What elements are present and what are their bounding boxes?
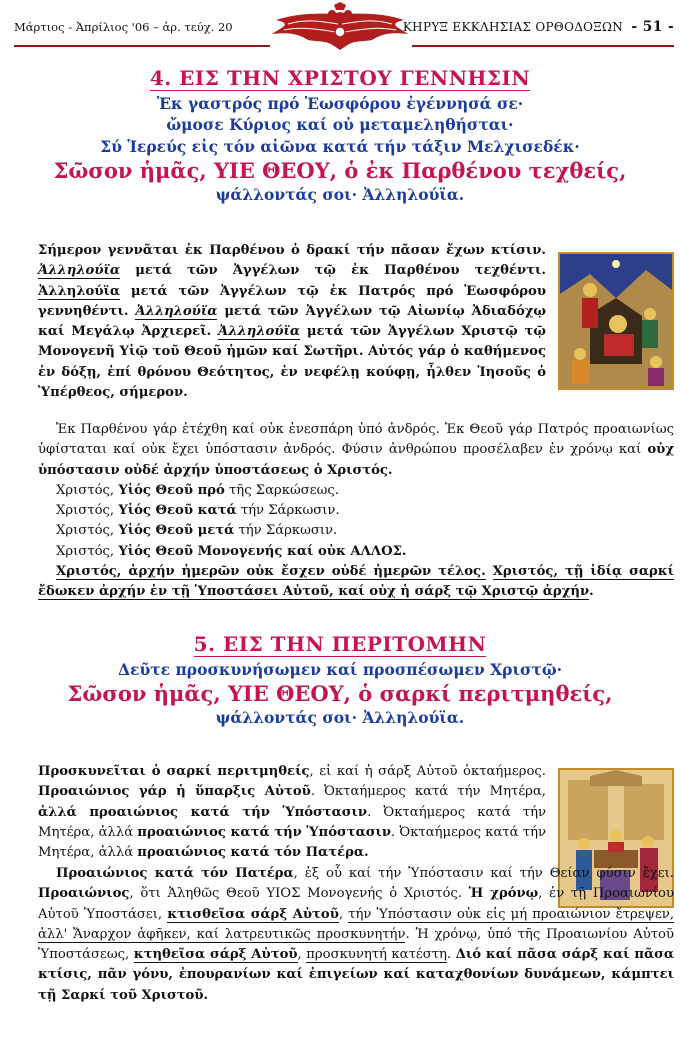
issue-info: Μάρτιος - Ἀπρίλιος '06 – ἀρ. τεύχ. 20 — [14, 20, 233, 34]
hymn-line: Ἐκ γαστρός πρό Ἑωσφόρου ἐγέννησά σε· — [156, 94, 524, 113]
hymn-line: ψάλλοντάς σοι· Ἀλληλούϊα. — [215, 185, 465, 205]
hymn-line: Σύ Ἱερεύς εἰς τόν αἰῶνα κατά τήν τάξιν Μελχισεδέκ· — [100, 136, 580, 156]
list-item: Χριστός, Υἱός Θεοῦ μετά τήν Σάρκωσιν. — [56, 523, 338, 539]
section-5-paragraph-1: Προσκυνεῖται ὁ σαρκί περιτμηθείς, εἰ καί ἡ σάρξ Αὐτοῦ ὀκταήμερος. Προαιώνιος γάρ ἡ ὕπαρξις Αὐτοῦ. Ὀκταήμερος κατά τήν Μητέρα, ἀλλά προαιώνιος κατά τήν Ὑπόστασιν. Ὀκταήμερος κατά τήν Μητέρα, ἀλλά προαιώνιος κατά τήν Ὑπόστασιν. Ὀκταήμερος κατά τήν Μητέρα, ἀλλά προαιώνιος κατά τόν Πατέρα. — [38, 764, 547, 861]
double-headed-eagle-icon — [268, 2, 412, 52]
section-4-hymn — [0, 93, 680, 206]
hymn-refrain: Σῶσον ἡμᾶς, ΥΙΕ ΘΕΟΥ, ὁ σαρκί περιτμηθείς, — [67, 681, 613, 707]
list-item: Χριστός, Υἱός Θεοῦ Μονογενής καί οὐκ ΑΛΛΟΣ. — [56, 543, 407, 559]
hymn-refrain: Σῶσον ἡμᾶς, ΥΙΕ ΘΕΟΥ, ὁ ἐκ Παρθένου τεχθείς, — [53, 158, 627, 184]
section-5-paragraph-2: Προαιώνιος κατά τόν Πατέρα, ἐξ οὗ καί τήν Ὑπόστασιν καί τήν Θείαν φύσιν ἔχει. Προαιώνιος, ὅτι Ἀληθῶς Θεοῦ ΥΙΟΣ Μονογενής ὁ Χριστός. Ἡ χρόνῳ, ἐν τῇ Προαιωνίου Αὐτοῦ Ὑποστάσει, κτισθεῖσα σάρξ Αὐτοῦ, τήν Ὑπόστασιν οὐκ εἰς μή προαιώνιον ἔτρεψεν, ἀλλ' Ἄναρχον ἀφῆκεν, καί λατρευτικῶς προσκυνητήν. Ἡ χρόνῳ, ὑπό τῆς Προαιωνίου Αὐτοῦ Ὑποστάσεως, κτηθεῖσα σάρξ Αὐτοῦ, προσκυνητή κατέστη. Διό καί πᾶσα σάρξ καί πᾶσα κτίσις, πᾶν γόνυ, ἐπουρανίων καί ἐπιγείων καί καταχθονίων δυνάμεων, κάμπτει τῇ Σαρκί τοῦ Χριστοῦ. — [38, 866, 675, 1003]
hymn-line: ψάλλοντάς σοι· Ἀλληλούϊα. — [215, 708, 465, 728]
section-5-hymn — [0, 659, 680, 729]
list-item: Χριστός, Υἱός Θεοῦ πρό τῆς Σαρκώσεως. — [56, 482, 339, 498]
list-item: Χριστός, Υἱός Θεοῦ κατά τήν Σάρκωσιν. — [56, 503, 340, 519]
section-4-title: 4. ΕΙΣ ΤΗΝ ΧΡΙΣΤΟΥ ΓΕΝΝΗΣΙΝ — [149, 66, 531, 90]
section-4-paragraph-1: Σήμερον γεννᾶται ἐκ Παρθένου ὁ δρακί τήν πᾶσαν ἔχων κτίσιν. Ἀλληλούϊα μετά τῶν Ἀγγέλων τῷ ἐκ Παρθένου τεχθέντι. Ἀλληλούϊα μετά τῶν Ἀγγέλων τῷ ἐκ Πατρός πρό Ἑωσφόρου γεννηθέντι. Ἀλληλούϊα μετά τῶν Ἀγγέλων τῷ Αἰωνίῳ Ἀδιαδόχῳ καί Μεγάλῳ Ἀρχιερεῖ. Ἀλληλούϊα μετά τῶν Ἀγγέλων Χριστῷ τῷ Μονογενῆ Υἱῷ τοῦ Θεοῦ ἡμῶν καί Σωτῆρι. Αὐτός γάρ ὁ καθήμενος ἐν δόξῃ, ἐπί θρόνου Θεότητος, ἐν νεφέλῃ κούφῃ, ἦλθεν Ἰησοῦς ὁ Ὑπέρθεος, σήμερον. — [38, 243, 546, 401]
nativity-icon — [558, 252, 674, 390]
page-number: - 51 - — [631, 19, 674, 35]
journal-title: ΚΗΡΥΞ ΕΚΚΛΗΣΙΑΣ ΟΡΘΟΔΟΞΩΝ - 51 - — [402, 19, 674, 35]
hymn-line: ὤμοσε Κύριος καί οὐ μεταμεληθήσται· — [166, 115, 514, 135]
section-4-paragraph-2: Ἐκ Παρθένου γάρ ἐτέχθη καί οὐκ ἐνεσπάρη ὑπό ἀνδρός. Ἐκ Θεοῦ γάρ Πατρός προαιωνίως ὑφίσταται καί οὐκ ἔχει ὑπόστασιν ἀνδρός. Φύσιν ἀνθρώπου προσέλαβεν ἐν χρόνῳ καί οὐχ ὑπόστασιν οὐδέ ἀρχήν ὑποστάσεως ὁ Χριστός. Χριστός, Υἱός Θεοῦ πρό τῆς Σαρκώσεως. Χριστός, Υἱός Θεοῦ κατά τήν Σάρκωσιν. Χριστός, Υἱός Θεοῦ μετά τήν Σάρκωσιν. Χριστός, Υἱός Θεοῦ Μονογενής καί οὐκ ΑΛΛΟΣ. Χριστός, ἀρχήν ἡμερῶν οὐκ ἔσχεν οὐδέ ἡμερῶν τέλος. Χριστός, τῇ ἰδίᾳ σαρκί ἔδωκεν ἀρχήν ἐν τῇ Ὑποστάσει Αὐτοῦ, καί οὐχ ἡ σάρξ τῷ Χριστῷ ἀρχήν. — [38, 422, 675, 600]
header-rule-left — [14, 45, 270, 47]
header-rule-right — [412, 45, 674, 47]
page-header — [0, 0, 680, 52]
hymn-line: Δεῦτε προσκυνήσωμεν καί προσπέσωμεν Χριστῷ· — [118, 660, 562, 679]
section-5-title: 5. ΕΙΣ ΤΗΝ ΠΕΡΙΤΟΜΗΝ — [193, 632, 487, 656]
